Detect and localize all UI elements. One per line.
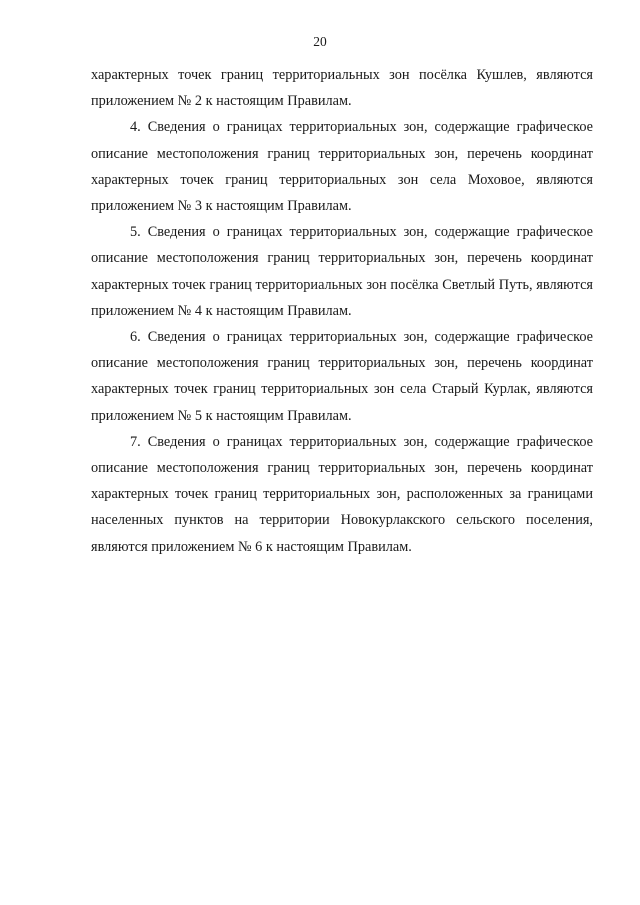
document-body [91,62,593,560]
paragraph-continuation: характерных точек границ территориальных зон посёлка Кушлев, являются приложением № 2 к настоящим Правилам. [91,67,593,110]
paragraph-item-5: 5. Сведения о границах территориальных зон, содержащие графическое описание местоположения границ территориальных зон, перечень координат характерных точек границ территориальных зон посёлка Светлый Путь, являются приложением № 4 к настоящим Правилам. [91,224,593,319]
paragraph-item-4: 4. Сведения о границах территориальных зон, содержащие графическое описание местоположения границ территориальных зон, перечень координат характерных точек границ территориальных зон села Моховое, являются приложением № 3 к настоящим Правилам. [91,119,593,215]
paragraph-item-6: 6. Сведения о границах территориальных зон, содержащие графическое описание местоположения границ территориальных зон, перечень координат характерных точек границ территориальных зон села Старый Курлак, являются приложением № 5 к настоящим Правилам. [91,329,593,424]
page-number: 20 [313,34,327,49]
paragraph-item-7: 7. Сведения о границах территориальных зон, содержащие графическое описание местоположения границ территориальных зон, перечень координат характерных точек границ территориальных зон, расположенных за границами населенных пунктов на территории Новокурлакского сельского поселения, являются приложением № 6 к настоящим Правилам. [91,433,593,555]
